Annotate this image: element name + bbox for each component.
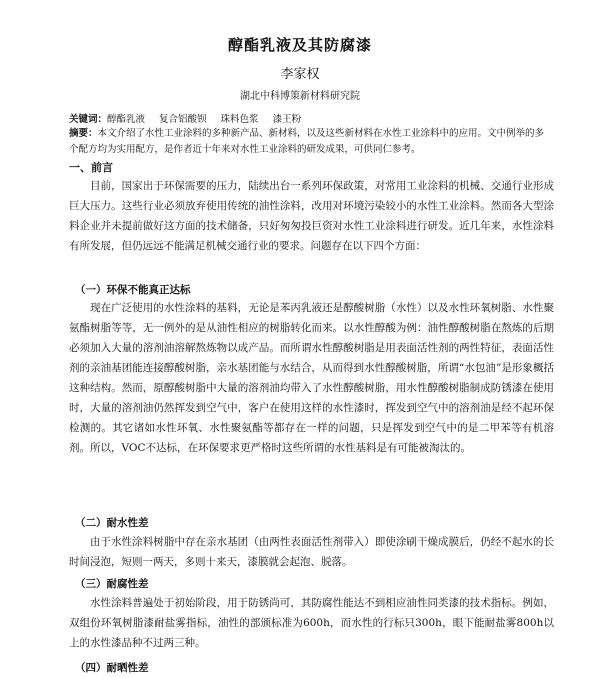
keyword-item: 复合铝酸钡 xyxy=(159,114,207,125)
paragraph-environment: 现在广泛使用的水性涂料的基料，无论是苯丙乳液还是醇酸树脂（水性）以及水性环氧树脂、水性聚氨酯树脂等等，无一例外的是从油性相应的树脂转化而来。以水性醇酸为例：油性醇酸树脂在熬炼的后期必须加入大量的溶剂油溶解熬炼物以成产品。而所谓水性醇酸树脂是用表面活性剂的两性特征，表面活性剂的亲油基团能连接醇酸树脂，亲水基团能与水结合，从而得到水性醇酸树脂，所谓“水包油”是形象概括这种结构。然而，原醇酸树脂中大量的溶剂油均带入了水性醇酸树脂，用水性醇酸树脂制成防锈漆在使用时，大量的溶剂油仍然挥发到空气中，客户在使用这样的水性漆时，挥发到空气中的溶剂油是经不起环保检测的。其它诸如水性环氧、水性聚氨酯等都存在一样的问题，只是挥发到空气中的是二甲苯等有机溶剂。所以，VOC不达标，在环保要求更严格时这些所谓的水性基料是有可能被淘汰的。 xyxy=(69,302,554,454)
paragraph-corrosion-resistance: 水性涂料普遍处于初始阶段，用于防锈尚可，其防腐性能达不到相应油性同类漆的技术指标。例如，双组份环氧树脂漆耐盐雾指标，油性的部颁标准为600h，而水性的行标只300h，眼下能耐盐雾800h以上的水性漆品种不过两三种。 xyxy=(69,597,554,649)
paper-title: 醇酯乳液及其防腐漆 xyxy=(227,36,372,54)
subsection-heading-water-resistance: （二）耐水性差 xyxy=(75,517,149,529)
abstract xyxy=(69,126,549,158)
author-name: 李家权 xyxy=(280,67,320,82)
subsection-heading-corrosion-resistance: （三）耐腐性差 xyxy=(75,578,149,590)
intro-paragraph: 目前，国家出于环保需要的压力，陆续出台一系列环保政策，对常用工业涂料的机械、交通行业形成巨大压力。这些行业必须放弃使用传统的油性涂料，改用对环境污染较小的水性工业涂料。然而各大型涂料企业并未提前做好这方面的技术储备，只好匆匆投巨资对水性工业涂料进行研发。近几年来，水性涂料有所发展，但仍远远不能满足机械交通行业的要求。问题存在以下四个方面： xyxy=(69,180,554,252)
keywords-label: 关键词： xyxy=(69,114,108,125)
author-affiliation: 湖北中科博策新材料研究院 xyxy=(240,91,360,102)
abstract-label: 摘要： xyxy=(69,128,98,139)
keyword-item: 漆王粉 xyxy=(272,114,302,125)
keywords-line xyxy=(69,111,315,125)
subsection-heading-weather-resistance: （四）耐晒性差 xyxy=(75,662,149,674)
keyword-item: 醇酯乳液 xyxy=(107,114,146,125)
keyword-item: 珠料色浆 xyxy=(220,114,259,125)
subsection-heading-environment: （一）环保不能真正达标 xyxy=(75,284,191,296)
section-heading-foreword: 一、前言 xyxy=(69,161,113,174)
abstract-text: 本文介绍了水性工业涂料的多种新产品、新材料，以及这些新材料在水性工业涂料中的应用。文中例举的多个配方均为实用配方，是作者近十年来对水性工业涂料的研发成果，可供同仁参考。 xyxy=(69,128,545,155)
paragraph-water-resistance: 由于水性涂料树脂中存在亲水基团（由两性表面活性剂带入）即使涂刷干燥成膜后，仍经不起水的长时间浸泡，短则一两天，多则十来天，漆膜就会起泡、脱落。 xyxy=(69,536,554,568)
